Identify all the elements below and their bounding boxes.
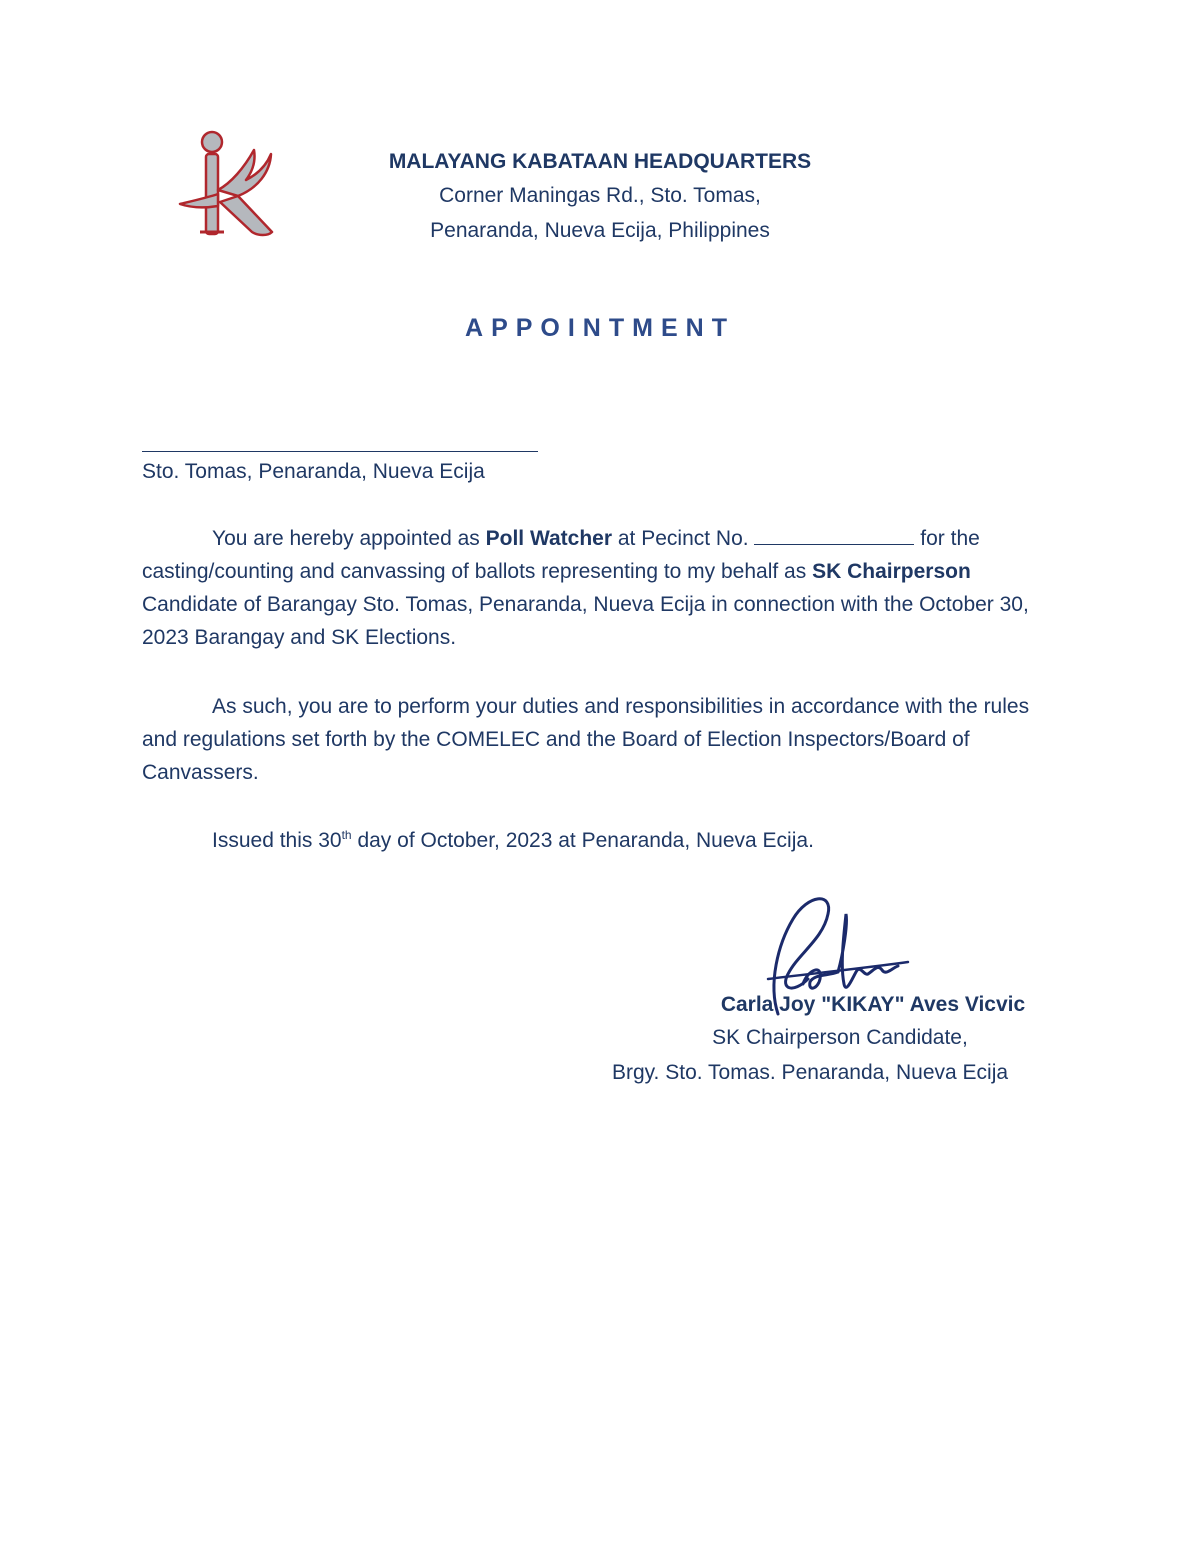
p1-text-3: for the casting/counting and canvassing of ballots representing to my behalf as bbox=[142, 527, 980, 583]
letterhead bbox=[300, 146, 900, 248]
ordinal-suffix: th bbox=[341, 828, 352, 842]
signatory-barangay: Brgy. Sto. Tomas. Penaranda, Nueva Ecija bbox=[611, 1061, 1009, 1084]
issued-paragraph bbox=[142, 824, 1062, 857]
addressee-location: Sto. Tomas, Penaranda, Nueva Ecija bbox=[142, 460, 485, 483]
signature-block bbox=[560, 988, 1060, 1091]
address-line-1: Corner Maningas Rd., Sto. Tomas, bbox=[439, 184, 761, 207]
address-line-2: Penaranda, Nueva Ecija, Philippines bbox=[430, 219, 770, 242]
mk-logo bbox=[176, 128, 276, 240]
p3-text-2: day of October, 2023 at Penaranda, Nueva Ecija. bbox=[351, 829, 814, 852]
p3-text-1: Issued this 30 bbox=[212, 829, 342, 852]
appointment-paragraph bbox=[142, 522, 1062, 654]
addressee-name-blank bbox=[142, 451, 538, 452]
p1-text-2: at Pecinct No. bbox=[612, 527, 755, 550]
position-title: Poll Watcher bbox=[485, 527, 613, 550]
p2-text: As such, you are to perform your duties and responsibilities in accordance with the rules and regulations set forth by the COMELEC and the Board of Election Inspectors/Board of Canvassers. bbox=[142, 695, 1030, 784]
signatory-name: Carla Joy "KIKAY" Aves Vicvic bbox=[720, 993, 1026, 1016]
candidate-position: SK Chairperson bbox=[812, 560, 971, 583]
document-title: APPOINTMENT bbox=[465, 314, 735, 342]
org-name: MALAYANG KABATAAN HEADQUARTERS bbox=[388, 150, 812, 173]
p1-text-1: You are hereby appointed as bbox=[212, 527, 486, 550]
duties-paragraph bbox=[142, 690, 1062, 789]
precinct-number-blank bbox=[754, 524, 914, 545]
p1-text-4: Candidate of Barangay Sto. Tomas, Penaranda, Nueva Ecija in connection with the October 30, 2023 Barangay and SK Elections. bbox=[142, 593, 1029, 649]
signatory-role: SK Chairperson Candidate, bbox=[712, 1026, 968, 1049]
